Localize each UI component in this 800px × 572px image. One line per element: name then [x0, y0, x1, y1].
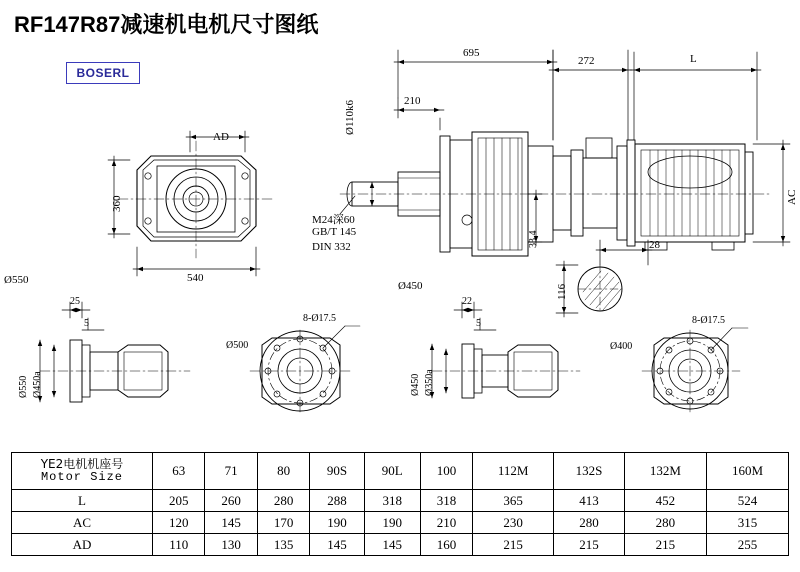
dim-210: 210	[404, 95, 421, 107]
value-cell: 524	[706, 490, 788, 512]
dim-28: 28	[649, 239, 660, 251]
size-cell: 63	[153, 453, 205, 490]
dim-L: L	[690, 53, 697, 65]
value-cell: 145	[364, 534, 420, 556]
value-cell: 215	[624, 534, 706, 556]
dim-695: 695	[463, 47, 480, 59]
value-cell: 215	[473, 534, 554, 556]
value-cell: 260	[205, 490, 257, 512]
dim-d450-side: Ø450	[410, 373, 421, 396]
value-cell: 413	[553, 490, 624, 512]
value-cell: 452	[624, 490, 706, 512]
table-header-cn: YE2电机机座号	[40, 457, 124, 472]
dim-116: 116	[556, 283, 568, 300]
size-cell: 71	[205, 453, 257, 490]
value-cell: 190	[310, 512, 364, 534]
table-header-en: Motor Size	[40, 470, 123, 484]
dim-360: 360	[111, 195, 123, 212]
dim-d450a-side: Ø450a	[32, 371, 43, 398]
row-label-AD: AD	[12, 534, 153, 556]
note-holes-right: 8-Ø17.5	[692, 315, 726, 326]
note-m24: M24深60	[312, 214, 355, 226]
size-cell: 80	[257, 453, 309, 490]
value-cell: 135	[257, 534, 309, 556]
value-cell: 318	[420, 490, 472, 512]
table-row	[12, 453, 789, 490]
value-cell: 280	[553, 512, 624, 534]
value-cell: 130	[205, 534, 257, 556]
dim-d350a-side: Ø350a	[424, 369, 435, 396]
size-cell: 132M	[624, 453, 706, 490]
value-cell: 160	[420, 534, 472, 556]
note-gbt145: GB/T 145	[312, 226, 357, 238]
dim-33-4: 33.4	[528, 230, 539, 248]
value-cell: 280	[257, 490, 309, 512]
value-cell: 365	[473, 490, 554, 512]
row-label-AC: AC	[12, 512, 153, 534]
note-din332: DIN 332	[312, 241, 351, 253]
table-row	[12, 534, 789, 556]
value-cell: 280	[624, 512, 706, 534]
dim-d450: Ø450	[398, 280, 423, 292]
value-cell: 210	[420, 512, 472, 534]
size-cell: 90L	[364, 453, 420, 490]
table-header-label	[12, 453, 153, 490]
dim-5-left: 5	[84, 318, 89, 329]
table-row	[12, 490, 789, 512]
dim-540: 540	[187, 272, 204, 284]
value-cell: 315	[706, 512, 788, 534]
size-cell: 112M	[473, 453, 554, 490]
dim-d110k6: Ø110k6	[344, 99, 356, 135]
value-cell: 145	[205, 512, 257, 534]
size-cell: 100	[420, 453, 472, 490]
dim-d400: Ø400	[610, 341, 633, 352]
value-cell: 205	[153, 490, 205, 512]
value-cell: 318	[364, 490, 420, 512]
dim-22: 22	[462, 296, 472, 307]
value-cell: 120	[153, 512, 205, 534]
size-cell: 132S	[553, 453, 624, 490]
value-cell: 145	[310, 534, 364, 556]
brand-logo: BOSERL	[66, 62, 140, 84]
note-holes-left: 8-Ø17.5	[303, 313, 337, 324]
dim-d500: Ø500	[226, 340, 249, 351]
dim-25: 25	[70, 296, 80, 307]
value-cell: 190	[364, 512, 420, 534]
value-cell: 110	[153, 534, 205, 556]
dim-5-right: 5	[476, 318, 481, 329]
dim-d550-side: Ø550	[18, 375, 29, 398]
size-cell: 160M	[706, 453, 788, 490]
motor-size-table	[11, 452, 789, 556]
dim-272: 272	[578, 55, 595, 67]
dim-d550: Ø550	[4, 274, 29, 286]
value-cell: 170	[257, 512, 309, 534]
row-label-L: L	[12, 490, 153, 512]
value-cell: 255	[706, 534, 788, 556]
dim-AD: AD	[213, 131, 229, 143]
table-row	[12, 512, 789, 534]
value-cell: 215	[553, 534, 624, 556]
dim-AC: AC	[786, 189, 798, 205]
value-cell: 230	[473, 512, 554, 534]
size-cell: 90S	[310, 453, 364, 490]
value-cell: 288	[310, 490, 364, 512]
page-title: RF147R87减速机电机尺寸图纸	[14, 12, 319, 37]
